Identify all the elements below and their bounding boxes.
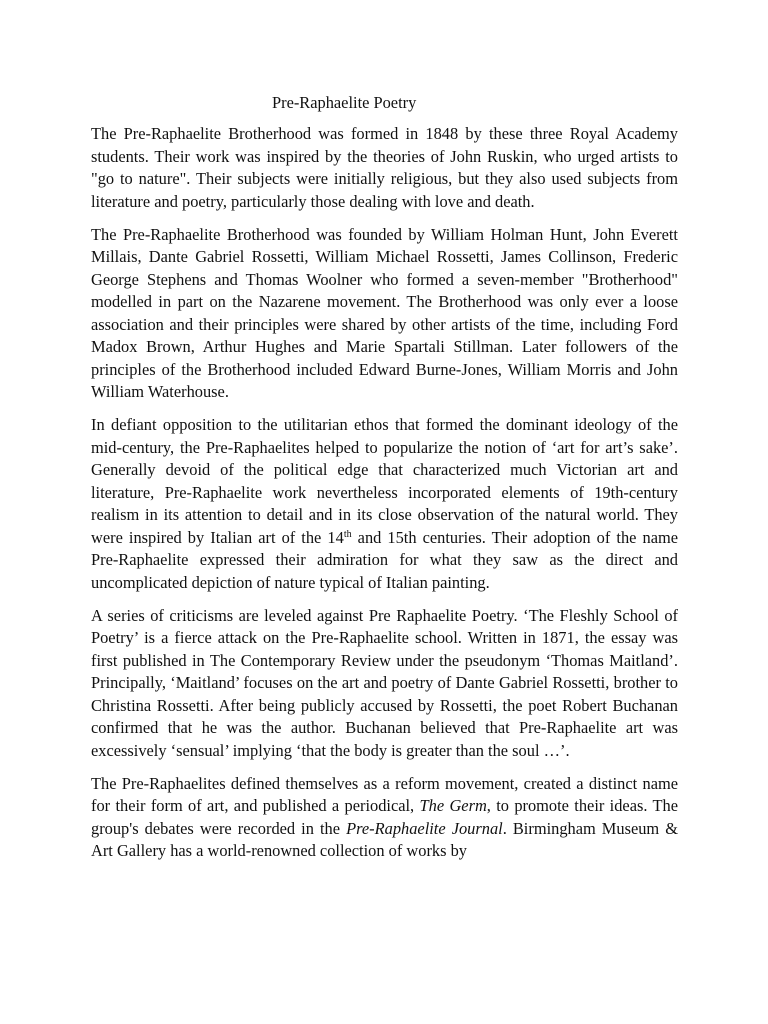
journal-title: Pre-Raphaelite Journal (346, 818, 503, 838)
paragraph-text-segment: In defiant opposition to the utilitarian ethos that formed the dominant ideology of the mid-century, the Pre-Raphaelites helped to popularize the notion of ‘art for art’s sake’. Generally devoid of the political edge that characterized much Victorian art and literature, Pre-Raphaelite work nevertheless incorporated elements of 19th-century realism in its attention to detail and in its close observation of the natural world. They were inspired by Italian art of the 14 (91, 415, 678, 547)
paragraph-art-for-arts-sake (91, 414, 678, 594)
paragraph-brotherhood-formation: The Pre-Raphaelite Brotherhood was formed in 1848 by these three Royal Academy students. Their work was inspired by the theories of John Ruskin, who urged artists to "go to nature". Their subjects were initially religious, but they also used subjects from literature and poetry, particularly those dealing with love and death. (91, 124, 678, 211)
document-body (91, 123, 678, 873)
paragraph-text-segment: and 15th centuries. Their adoption of the name Pre-Raphaelite expressed their admiration for what they saw as the direct and uncomplicated depiction of nature typical of Italian painting. (91, 527, 679, 592)
paragraph-text-segment: , to promote their ideas. The group's debates were recorded in the (91, 796, 678, 838)
paragraph-criticisms: A series of criticisms are leveled against Pre Raphaelite Poetry. ‘The Fleshly School of Poetry’ is a fierce attack on the Pre-Raphaelite school. Written in 1871, the essay was first published in The Contemporary Review under the pseudonym ‘Thomas Maitland’. Principally, ‘Maitland’ focuses on the art and poetry of Dante Gabriel Rossetti, brother to Christina Rossetti. After being publicly accused by Rossetti, the poet Robert Buchanan confirmed that he was the author. Buchanan believed that Pre-Raphaelite art was excessively ‘sensual’ implying ‘that the body is greater than the soul …’. (91, 605, 678, 760)
periodical-title: The Germ (419, 796, 487, 815)
paragraph-brotherhood-founders: The Pre-Raphaelite Brotherhood was founded by William Holman Hunt, John Everett Millais, Dante Gabriel Rossetti, William Michael Rossetti, James Collinson, Frederic George Stephens and Thomas Woolner who formed a seven-member "Brotherhood" modelled in part on the Nazarene movement. The Brotherhood was only ever a loose association and their principles were shared by other artists of the time, including Ford Madox Brown, Arthur Hughes and Marie Spartali Stillman. Later followers of the principles of the Brotherhood included Edward Burne-Jones, William Morris and John William Waterhouse. (91, 224, 678, 401)
ordinal-superscript: th (343, 528, 352, 540)
paragraph-text-segment: . Birmingham Museum & Art Gallery has a world-renowned collection of works by (91, 818, 678, 860)
paragraph-reform-movement (91, 773, 678, 863)
document-title: Pre-Raphaelite Poetry (272, 93, 417, 112)
paragraph-text-segment: The Pre-Raphaelites defined themselves as a reform movement, created a distinct name for their form of art, and published a periodical, (91, 773, 678, 815)
